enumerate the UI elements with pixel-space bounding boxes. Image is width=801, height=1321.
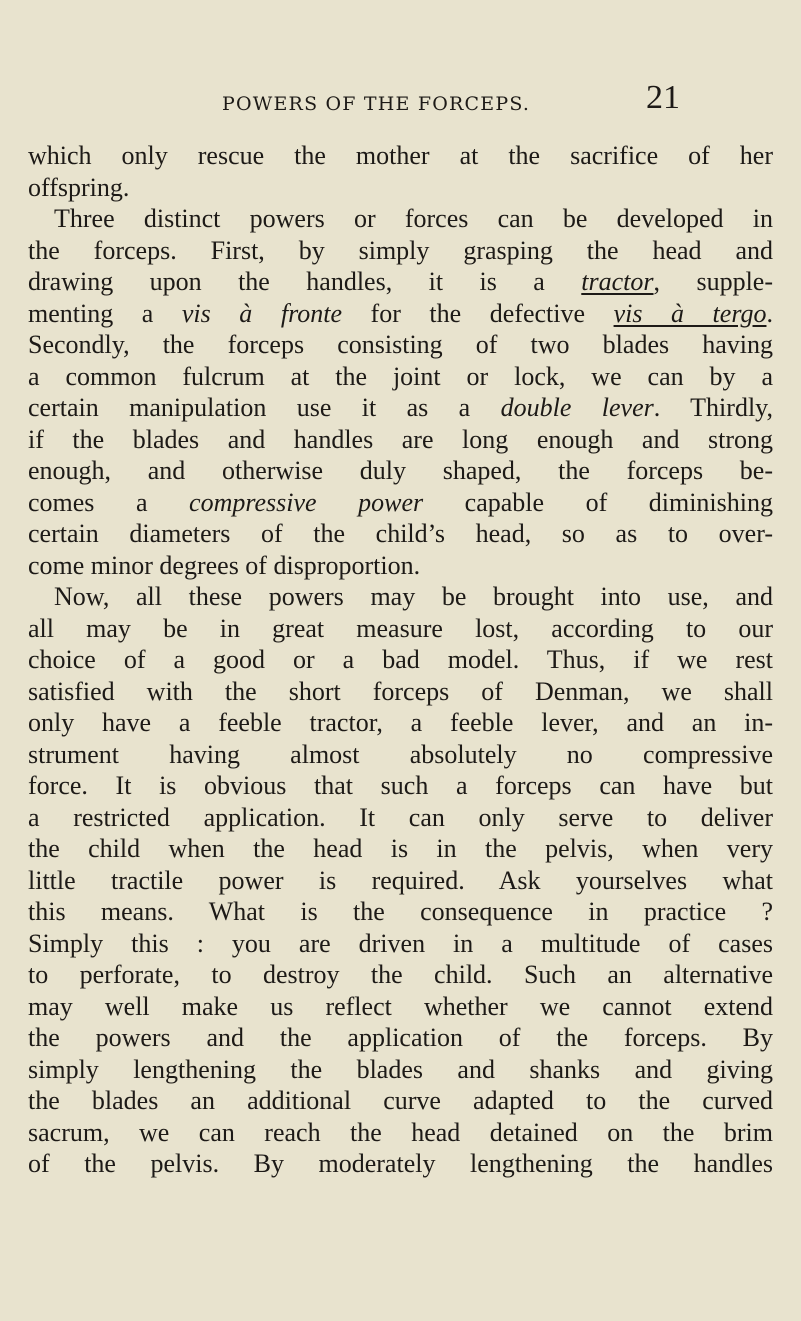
text-line: the blades an additional curve adapted to the curved — [28, 1086, 773, 1115]
text-line: offspring. — [28, 172, 130, 202]
text-line — [28, 392, 773, 423]
text-line: force. It is obvious that such a forceps can have but — [28, 771, 773, 800]
text-line: this means. What is the consequence in practice ? — [28, 897, 773, 926]
text-line: enough, and otherwise duly shaped, the forceps be- — [28, 456, 773, 485]
text-line: a restricted application. It can only serve to deliver — [28, 802, 773, 832]
text-line: simply lengthening the blades and shanks and giving — [28, 1054, 773, 1084]
text-run: certain manipulation use it as a — [28, 393, 501, 422]
text-line: the forceps. First, by simply grasping the head and — [28, 235, 773, 265]
italic-term: double lever — [500, 393, 654, 422]
text-run: drawing upon the handles, it is a — [28, 267, 582, 296]
text-line — [28, 298, 773, 329]
text-line: come minor degrees of disproportion. — [28, 550, 421, 580]
text-line — [28, 266, 773, 297]
text-line: of the pelvis. By moderately lengthening the handles — [28, 1149, 773, 1178]
text-run: for the defective — [342, 298, 614, 328]
text-line: Now, all these powers may be brought into use, and — [54, 582, 773, 611]
italic-term: compressive power — [189, 487, 424, 517]
italic-term: vis à tergo — [613, 298, 767, 328]
text-line: all may be in great measure lost, according to our — [28, 613, 773, 643]
italic-term: vis à fronte — [181, 298, 342, 328]
text-line: the powers and the application of the forceps. By — [28, 1023, 773, 1052]
text-line: may well make us reflect whether we cannot extend — [28, 991, 773, 1021]
text-run: , supple- — [653, 267, 773, 296]
text-run: menting a — [28, 298, 182, 328]
text-line: if the blades and handles are long enough and strong — [28, 424, 773, 454]
text-line: to perforate, to destroy the child. Such an alternative — [28, 960, 773, 989]
text-line: little tractile power is required. Ask yourselves what — [28, 865, 773, 895]
text-line: sacrum, we can reach the head detained on the brim — [28, 1117, 773, 1147]
text-line: satisfied with the short forceps of Denman, we shall — [28, 676, 773, 706]
page-number: 21 — [646, 79, 680, 116]
text-line: strument having almost absolutely no compressive — [28, 739, 773, 769]
text-line: only have a feeble tractor, a feeble lever, and an in- — [28, 708, 773, 737]
text-run: comes a — [28, 487, 190, 517]
italic-term: tractor — [581, 267, 654, 296]
running-title: POWERS OF THE FORCEPS. — [222, 93, 531, 115]
text-line: certain diameters of the child’s head, so as to over- — [28, 519, 773, 548]
text-line — [28, 487, 773, 518]
text-line: which only rescue the mother at the sacrifice of her — [28, 141, 773, 170]
text-line: Three distinct powers or forces can be developed in — [54, 204, 773, 233]
text-run: capable of diminishing — [423, 487, 773, 517]
text-run: . Thirdly, — [653, 393, 773, 422]
text-line: the child when the head is in the pelvis, when very — [28, 834, 773, 863]
text-line: choice of a good or a bad model. Thus, if we rest — [28, 645, 773, 674]
text-line: Simply this : you are driven in a multitude of cases — [28, 928, 773, 958]
text-run: . — [766, 298, 773, 328]
text-line: Secondly, the forceps consisting of two blades having — [28, 330, 773, 359]
text-line: a common fulcrum at the joint or lock, we can by a — [28, 361, 773, 391]
